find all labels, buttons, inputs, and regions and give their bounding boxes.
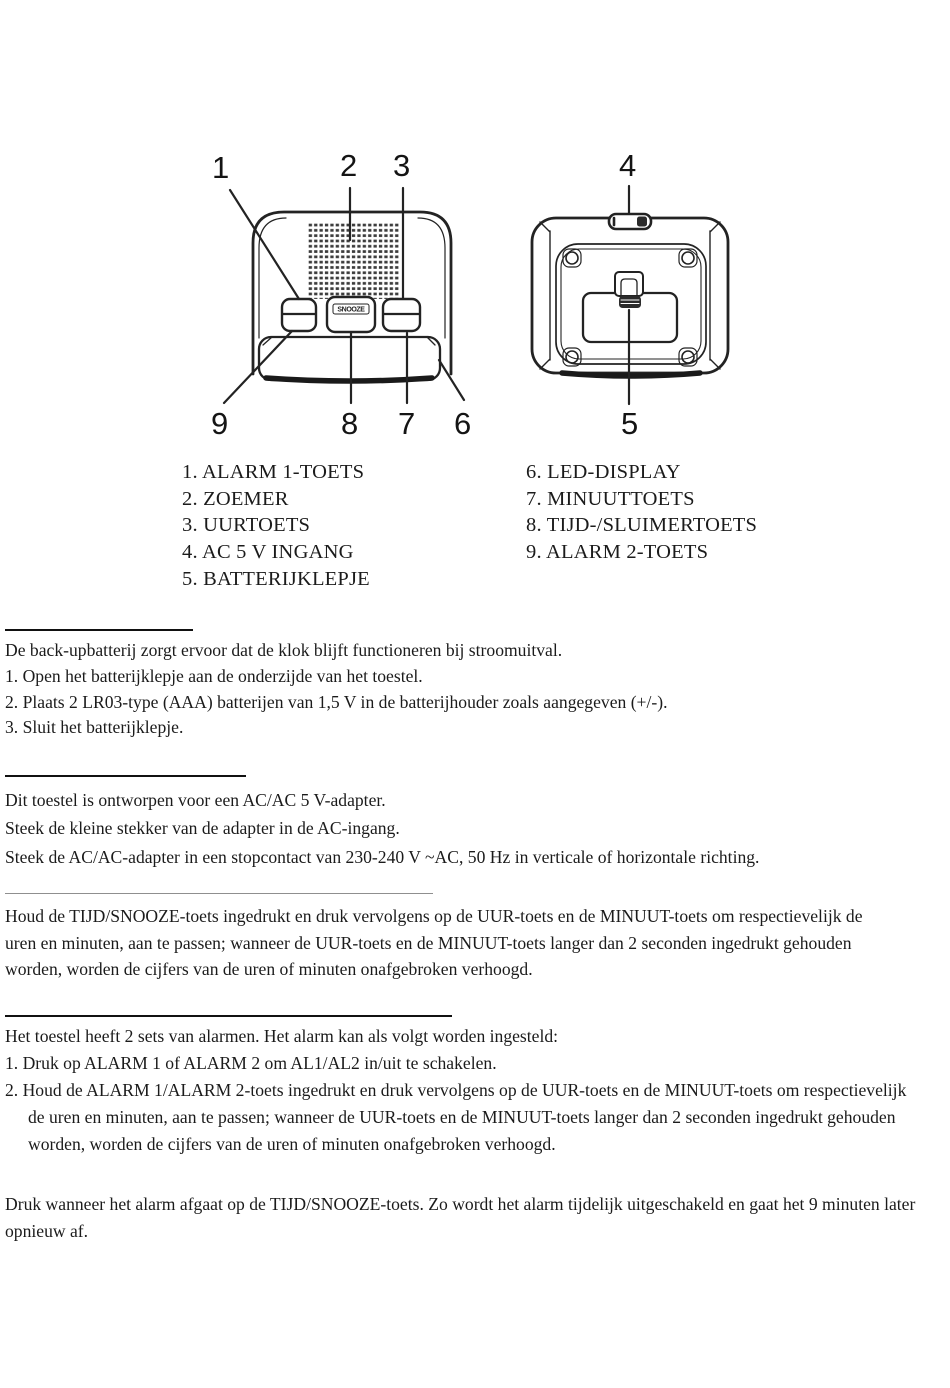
callout-5: 5 <box>621 406 639 441</box>
section-divider <box>5 893 433 894</box>
device-front <box>224 188 464 403</box>
section-adapter <box>5 775 946 871</box>
adapter-line-1: Dit toestel is ontworpen voor een AC/AC 5 V-adapter. <box>5 790 386 810</box>
alarm-intro: Het toestel heeft 2 sets van alarmen. Het alarm kan als volgt worden ingesteld: <box>5 1026 559 1046</box>
section-battery <box>5 629 946 741</box>
callout-8: 8 <box>341 406 359 441</box>
callout-1: 1 <box>212 150 230 185</box>
callout-3: 3 <box>393 148 411 183</box>
snooze-paragraph: Druk wanneer het alarm afgaat op de TIJD/SNOOZE-toets. Zo wordt het alarm tijdelijk uitgeschakeld en gaat het 9 minuten later opnieuw af. <box>5 1194 916 1241</box>
legend-item-5: 5. BATTERIJKLEPJE <box>182 567 370 590</box>
battery-step-2: 2. Plaats 2 LR03-type (AAA) batterijen van 1,5 V in de batterijhouder zoals aangegeven (+/-). <box>5 691 668 712</box>
section-alarm <box>5 1015 946 1158</box>
time-setting-paragraph: Houd de TIJD/SNOOZE-toets ingedrukt en druk vervolgens op de UUR-toets en de MINUUT-toets om respectievelijk de uren en minuten, aan te passen; wanneer de UUR-toets en de MINUUT-toets langer dan 2 seconden ingedrukt gehouden worden, worden de cijfers van de uren of minuten onafgebroken verhoogd. <box>5 906 863 980</box>
device-line-drawing <box>0 0 950 455</box>
device-diagram <box>0 0 950 455</box>
legend-item-1: 1. ALARM 1-TOETS <box>182 461 365 483</box>
callout-7: 7 <box>398 406 416 441</box>
adapter-line-3: Steek de AC/AC-adapter in een stopcontact van 230-240 V ~AC, 50 Hz in verticale of horizontale richting. <box>5 846 760 867</box>
alarm-step-2: 2. Houd de ALARM 1/ALARM 2-toets ingedrukt en druk vervolgens op de UUR-toets en de MINUUT-toets om respectievelijk de uren en minuten, aan te passen; wanneer de UUR-toets en de MINUUT-toets langer dan 2 seconden ingedrukt gehouden worden, worden de cijfers van de uren of minuten onafgebroken verhoogd. <box>5 1079 907 1154</box>
legend-column-right <box>526 459 757 593</box>
callout-6: 6 <box>454 406 472 441</box>
battery-step-3: 3. Sluit het batterijklepje. <box>5 717 184 738</box>
legend-item-7: 7. MINUUTTOETS <box>526 487 695 510</box>
callout-4: 4 <box>619 148 637 183</box>
alarm-step-1: 1. Druk op ALARM 1 of ALARM 2 om AL1/AL2 in/uit te schakelen. <box>5 1052 497 1073</box>
legend-item-9: 9. ALARM 2-TOETS <box>526 541 709 564</box>
stand-base <box>259 337 440 380</box>
speaker-grille <box>307 222 399 299</box>
battery-intro: De back-upbatterij zorgt ervoor dat de klok blijft functioneren bij stroomuitval. <box>5 640 563 660</box>
adapter-line-2: Steek de kleine stekker van de adapter in de AC-ingang. <box>5 818 400 839</box>
legend-item-2: 2. ZOEMER <box>182 487 289 510</box>
section-snooze <box>5 1191 946 1245</box>
section-divider <box>5 629 193 631</box>
ac-input-slot <box>609 214 651 229</box>
legend-item-8: 8. TIJD-/SLUIMERTOETS <box>526 514 758 537</box>
alarm1-alarm2-button <box>282 299 316 331</box>
snooze-button <box>327 297 375 332</box>
parts-legend <box>182 459 757 593</box>
section-divider <box>5 775 246 777</box>
section-divider <box>5 1015 452 1017</box>
section-time-setting <box>5 893 946 983</box>
battery-step-1: 1. Open het batterijklepje aan de onderzijde van het toestel. <box>5 665 423 686</box>
legend-column-left <box>182 459 526 593</box>
legend-item-3: 3. UURTOETS <box>182 514 311 537</box>
legend-item-6: 6. LED-DISPLAY <box>526 461 681 483</box>
callout-2: 2 <box>340 148 358 183</box>
snooze-button-label: SNOOZE <box>337 306 365 314</box>
hour-minute-button <box>383 299 420 331</box>
legend-item-4: 4. AC 5 V INGANG <box>182 541 354 564</box>
device-back <box>532 186 728 404</box>
callout-9: 9 <box>211 406 229 441</box>
